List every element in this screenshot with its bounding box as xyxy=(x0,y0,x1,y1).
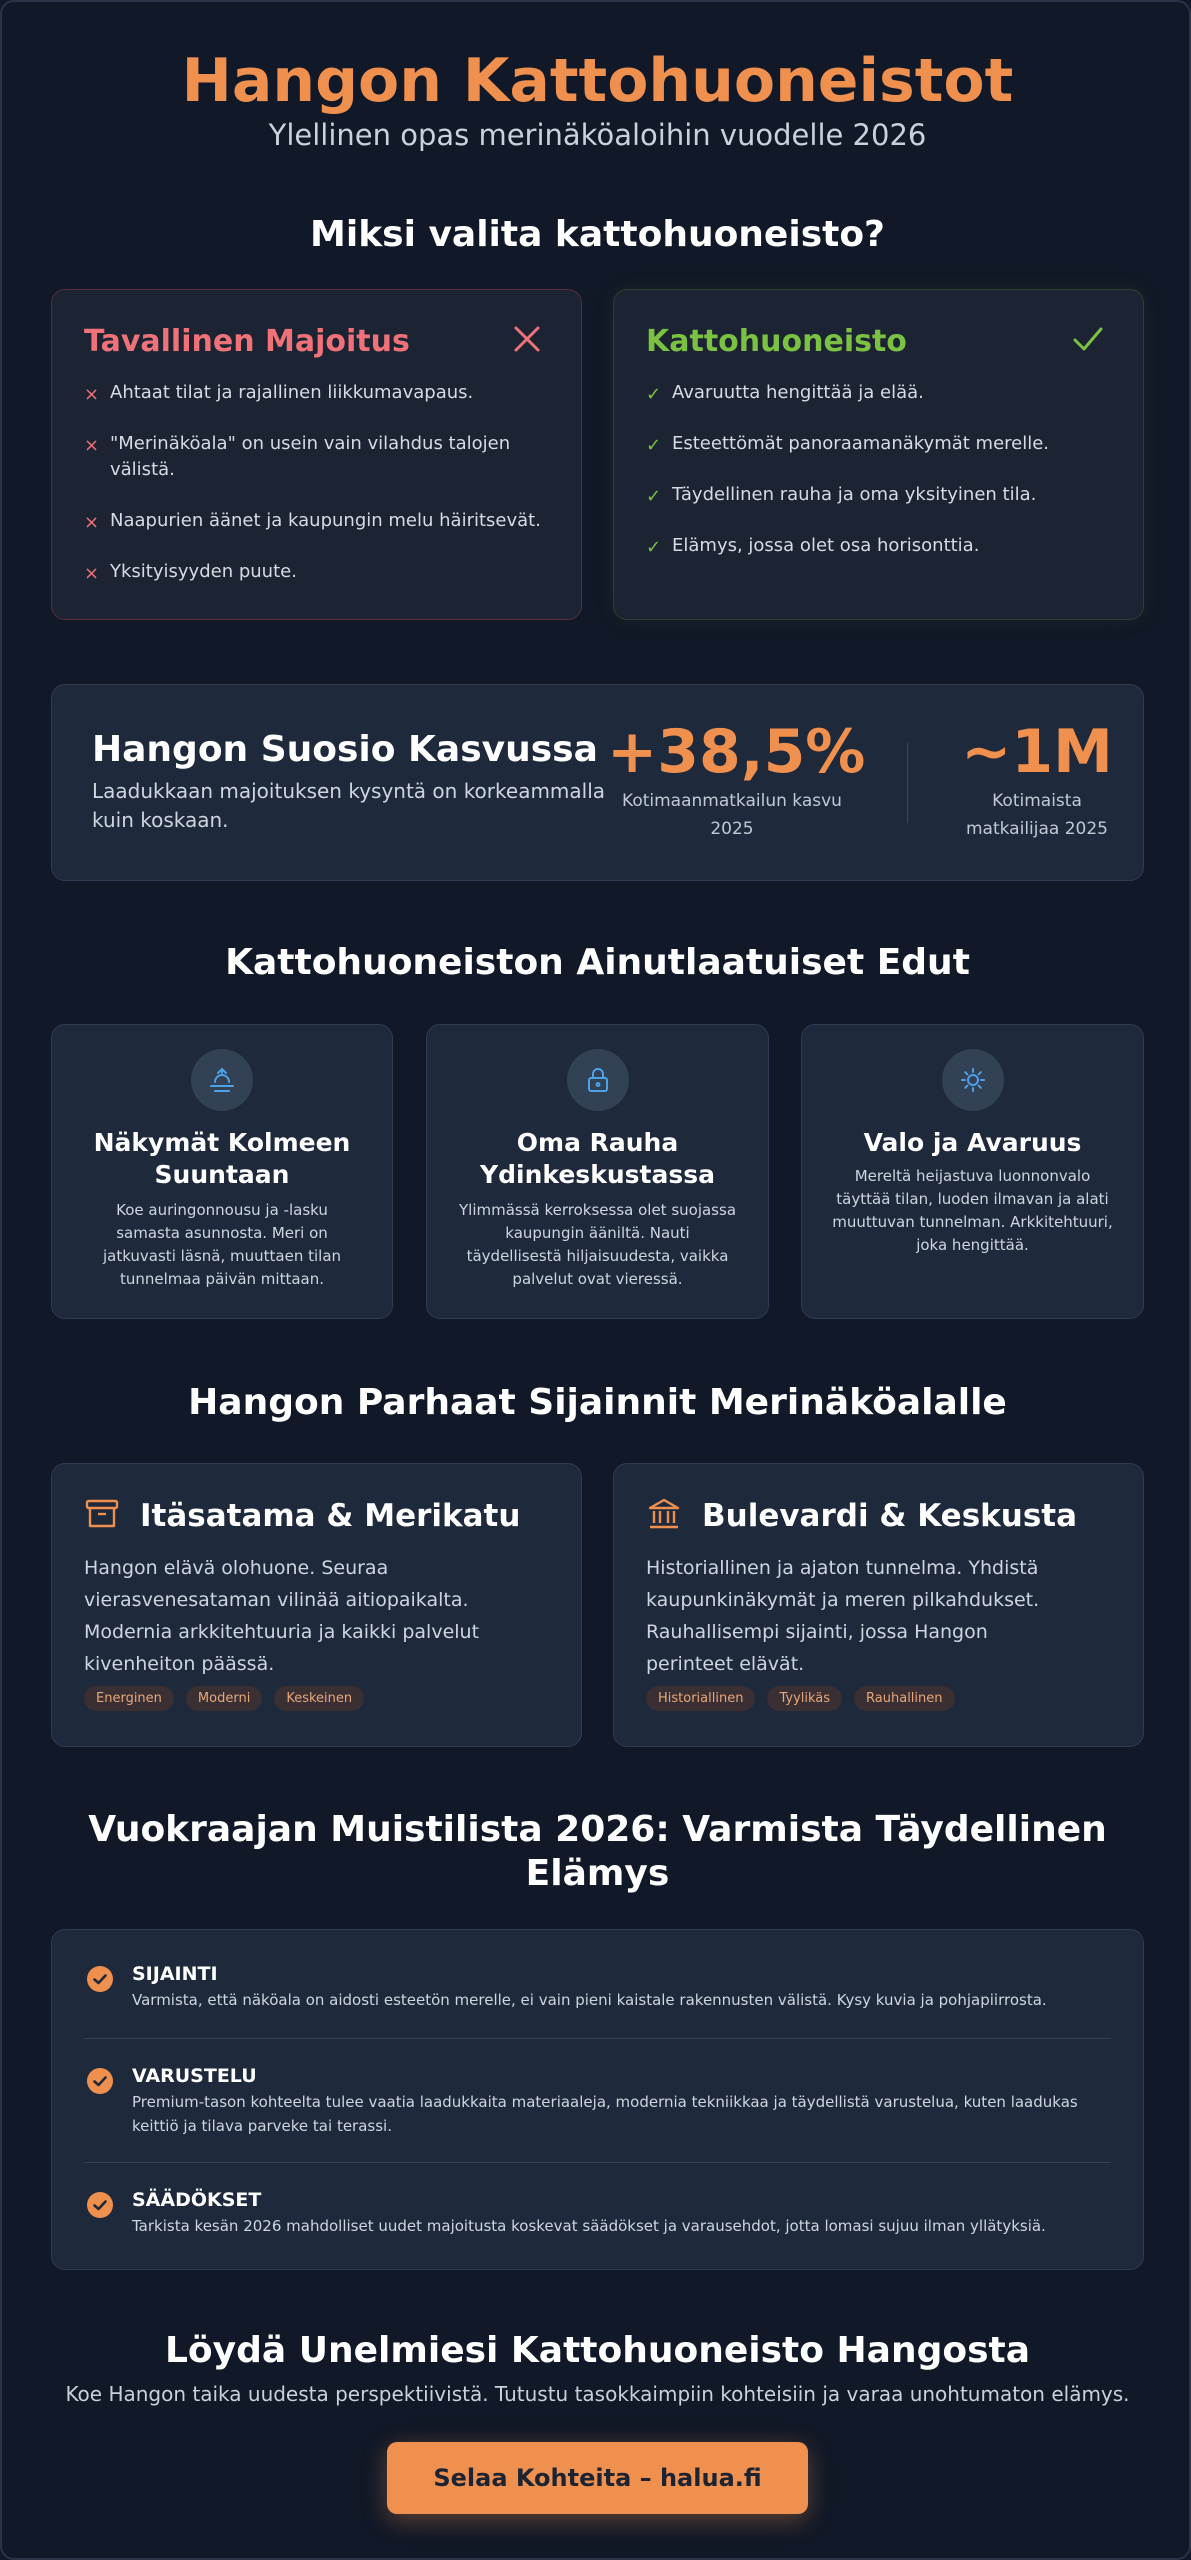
stats-divider xyxy=(907,743,908,823)
checklist-item-text: Premium-tason kohteelta tulee vaatia laadukkaita materiaaleja, modernia tekniikkaa ja täydellistä varustelua, kuten laadukas keittiö ja tilava parveke tai terassi. xyxy=(132,2093,1078,2135)
list-item: ✓ Avaruutta hengittää ja elää. xyxy=(646,380,1116,406)
tag-list xyxy=(84,1686,376,1711)
ordinary-lodging-list xyxy=(84,380,554,585)
feature-card xyxy=(426,1024,769,1319)
icon-circle xyxy=(942,1049,1004,1111)
checklist-item-text: Tarkista kesän 2026 mahdolliset uudet majoitusta koskevat säädökset ja varausehdot, jotta lomasi sujuu ilman yllätyksiä. xyxy=(132,2217,1046,2235)
features-heading: Kattohuoneiston Ainutlaatuiset Edut xyxy=(225,942,970,983)
tag: Energinen xyxy=(84,1686,174,1711)
feature-card xyxy=(801,1024,1144,1319)
archive-box-icon xyxy=(85,1498,119,1534)
check-icon: ✓ xyxy=(646,486,662,507)
tag-list xyxy=(646,1686,967,1711)
list-item: × "Merinäköala" on usein vain vilahdus talojen välistä. xyxy=(84,433,511,480)
lock-icon xyxy=(584,1066,612,1098)
list-item: ✓ Täydellinen rauha ja oma yksityinen tila. xyxy=(646,482,1116,508)
checkmark-icon xyxy=(1072,324,1104,354)
comparison-heading: Miksi valita kattohuoneisto? xyxy=(310,214,885,255)
penthouse-list xyxy=(646,380,1116,559)
check-circle-icon xyxy=(87,2068,113,2094)
browse-listings-button[interactable]: Selaa Kohteita – halua.fi xyxy=(387,2442,808,2514)
feature-text: Mereltä heijastuva luonnonvalo täyttää tilan, luoden ilmavan ja alati muuttuvan tunnelman. Arkkitehtuuri, joka hengittää. xyxy=(832,1167,1113,1254)
stats-title: Hangon Suosio Kasvussa xyxy=(92,729,598,770)
feature-title: Valo ja Avaruus xyxy=(863,1128,1082,1157)
cta-text: Koe Hangon taika uudesta perspektiivistä. Tutustu tasokkaimpiin kohteisiin ja varaa unohtumaton elämys. xyxy=(65,2382,1130,2406)
feature-text: Ylimmässä kerroksessa olet suojassa kaupungin ääniltä. Nauti täydellisestä hiljaisuudesta, vaikka palvelut ovat vieressä. xyxy=(458,1201,737,1288)
list-item: × Ahtaat tilat ja rajallinen liikkumavapaus. xyxy=(84,380,554,406)
list-item: ✓ Esteettömät panoraamanäkymät merelle. xyxy=(646,431,1116,457)
sun-icon xyxy=(959,1066,987,1098)
tag: Keskeinen xyxy=(274,1686,364,1711)
checklist-item-text: Varmista, että näköala on aidosti esteetön merelle, ei vain pieni kaistale rakennusten välistä. Kysy kuvia ja pohjapiirrosta. xyxy=(132,1991,1047,2009)
stat-growth-value: +38,5% xyxy=(607,717,866,787)
checklist-item-title: SÄÄDÖKSET xyxy=(132,2189,262,2211)
check-icon: ✓ xyxy=(646,384,662,405)
tag: Historiallinen xyxy=(646,1686,755,1711)
divider xyxy=(84,2162,1111,2163)
feature-card xyxy=(51,1024,393,1319)
location-text: Historiallinen ja ajaton tunnelma. Yhdistä kaupunkinäkymät ja meren pilkahdukset. Rauhallisempi sijainti, jossa Hangon perinteet elävät. xyxy=(646,1557,1040,1675)
icon-circle xyxy=(191,1049,253,1111)
cross-icon: × xyxy=(84,563,100,584)
checklist-item-title: SIJAINTI xyxy=(132,1963,218,1985)
divider xyxy=(84,2038,1111,2039)
page-title: Hangon Kattohuoneistot xyxy=(181,46,1014,116)
ordinary-lodging-title: Tavallinen Majoitus xyxy=(84,324,410,359)
penthouse-card xyxy=(613,289,1144,620)
stats-banner xyxy=(51,684,1144,881)
location-title: Itäsatama & Merikatu xyxy=(140,1498,521,1534)
cta-heading: Löydä Unelmiesi Kattohuoneisto Hangosta xyxy=(164,2330,1031,2371)
sunrise-icon xyxy=(208,1066,236,1098)
location-title: Bulevardi & Keskusta xyxy=(702,1498,1078,1534)
check-circle-icon xyxy=(87,2192,113,2218)
check-circle-icon xyxy=(87,1966,113,1992)
tag: Rauhallinen xyxy=(854,1686,954,1711)
list-item: × Naapurien äänet ja kaupungin melu häiritsevät. xyxy=(84,508,554,534)
stat-growth-label: Kotimaanmatkailun kasvu 2025 xyxy=(622,791,842,839)
location-text: Hangon elävä olohuone. Seuraa vierasvenesataman vilinää aitiopaikalta. Modernia arkkitehtuuria ja kaikki palvelut kivenheiton päässä. xyxy=(84,1557,480,1675)
ordinary-lodging-card xyxy=(51,289,582,620)
cross-icon: × xyxy=(84,512,100,533)
feature-text: Koe auringonnousu ja -lasku samasta asunnosta. Meri on jatkuvasti läsnä, muuttaen tilan tunnelmaa päivän mittaan. xyxy=(102,1201,342,1288)
bank-building-icon xyxy=(647,1497,681,1535)
icon-circle xyxy=(567,1049,629,1111)
close-icon xyxy=(512,324,542,354)
page-subtitle: Ylellinen opas merinäköaloihin vuodelle 2026 xyxy=(268,118,927,152)
stat-travellers-value: ~1M xyxy=(961,717,1113,787)
check-icon: ✓ xyxy=(646,537,662,558)
check-icon: ✓ xyxy=(646,435,662,456)
feature-title: Oma Rauha Ydinkeskustassa xyxy=(480,1128,715,1189)
checklist-card xyxy=(51,1929,1144,2270)
location-card xyxy=(51,1463,582,1747)
penthouse-title: Kattohuoneisto xyxy=(646,324,907,359)
stats-subtitle: Laadukkaan majoituksen kysyntä on korkeammalla kuin koskaan. xyxy=(92,779,606,832)
cross-icon: × xyxy=(84,384,100,405)
stat-travellers-label: Kotimaista matkailijaa 2025 xyxy=(965,791,1108,839)
list-item: ✓ Elämys, jossa olet osa horisonttia. xyxy=(646,533,1116,559)
tag: Moderni xyxy=(186,1686,262,1711)
location-card xyxy=(613,1463,1144,1747)
feature-title: Näkymät Kolmeen Suuntaan xyxy=(93,1128,351,1189)
checklist-item-title: VARUSTELU xyxy=(132,2065,257,2087)
checklist-heading: Vuokraajan Muistilista 2026: Varmista Täydellinen Elämys xyxy=(88,1809,1107,1894)
list-item: × Yksityisyyden puute. xyxy=(84,559,554,585)
tag: Tyylikäs xyxy=(767,1686,842,1711)
cross-icon: × xyxy=(84,435,100,456)
locations-heading: Hangon Parhaat Sijainnit Merinäköalalle xyxy=(188,1382,1007,1423)
